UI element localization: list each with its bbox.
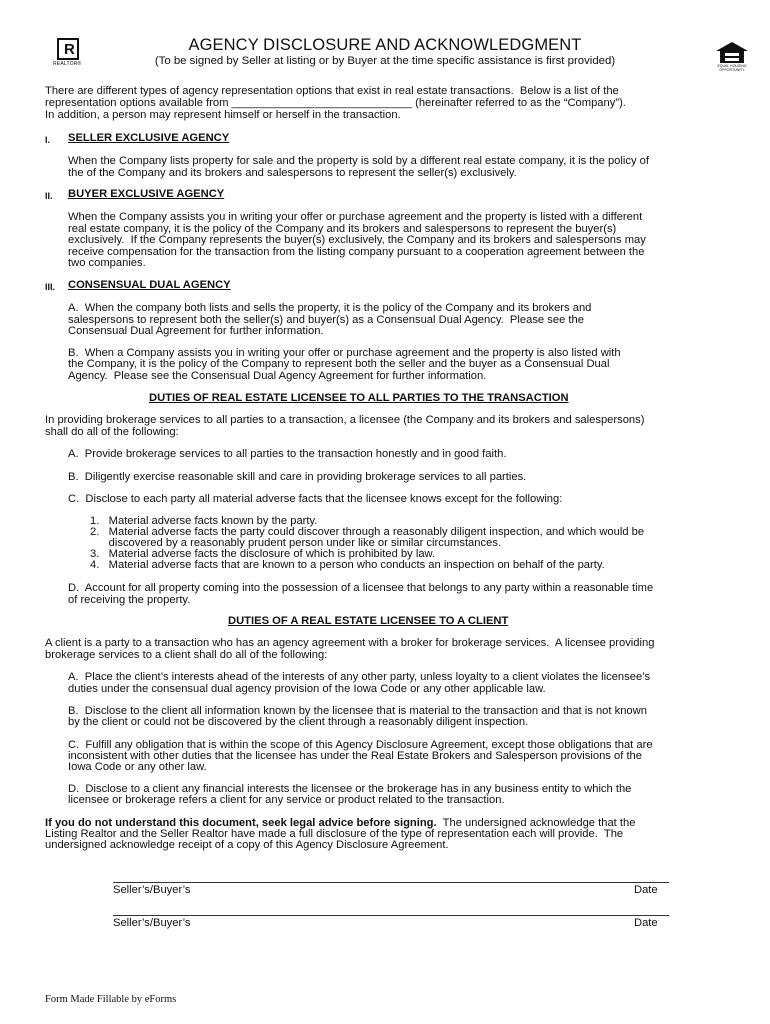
section-text: A. When the company both lists and sells the property, it is the policy of the Company and its brokers and: [68, 302, 592, 314]
duties-all-intro: shall do all of the following:: [45, 426, 179, 438]
section-text: exclusively. If the Company represents the buyer(s) exclusively, the Company and its brokers and salespersons may: [68, 234, 646, 246]
signature-label: Seller’s/Buyer’s: [113, 884, 191, 896]
client-duty-item: A. Place the client’s interests ahead of the interests of any other party, unless loyalty to a client violates the licensee’s: [68, 671, 651, 683]
duty-item: of receiving the property.: [68, 594, 191, 606]
section-heading: BUYER EXCLUSIVE AGENCY: [68, 188, 225, 200]
footer-text: Form Made Fillable by eForms: [45, 994, 177, 1005]
intro-line: In addition, a person may represent himself or herself in the transaction.: [45, 109, 401, 121]
section-text: two companies.: [68, 257, 146, 269]
signature-line[interactable]: [113, 882, 669, 883]
closing-text: The undersigned acknowledge that the: [436, 817, 636, 829]
duty-subitem: discovered by a reasonably prudent person under like or similar circumstances.: [90, 537, 502, 549]
client-duty-item: C. Fulfill any obligation that is within the scope of this Agency Disclosure Agreement, except those obligations that are: [68, 739, 653, 751]
equal-housing-icon: EQUAL HOUSING OPPORTUNITY: [712, 40, 752, 74]
duty-item: A. Provide brokerage services to all parties to the transaction honestly and in good faith.: [68, 448, 507, 460]
date-label: Date: [634, 884, 658, 896]
section-text: B. When a Company assists you in writing your offer or purchase agreement and the property is also listed with: [68, 347, 621, 359]
client-duty-item: licensee or brokerage refers a client for any service or product related to the transaction.: [68, 794, 505, 806]
signature-label: Seller’s/Buyer’s: [113, 917, 191, 929]
intro-line: representation options available from _____________________________ (hereinafter referred to as the “Company”).: [45, 97, 626, 109]
duties-all-intro: In providing brokerage services to all parties to a transaction, a licensee (the Company and its brokers and salespersons): [45, 414, 645, 426]
client-duty-item: Iowa Code or any other law.: [68, 761, 207, 773]
section-text: receive compensation for the transaction from the listing company pursuant to a cooperation agreement between the: [68, 246, 645, 258]
client-duty-item: B. Disclose to the client all information known by the licensee that is material to the transaction and that is not known: [68, 705, 647, 717]
section-text: When the Company assists you in writing your offer or purchase agreement and the property is listed with a different: [68, 211, 643, 223]
duty-item: D. Account for all property coming into the possession of a licensee that belongs to any party within a reasonable time: [68, 582, 654, 594]
section-text: When the Company lists property for sale and the property is sold by a different real estate company, it is the policy of: [68, 155, 650, 167]
duties-all-heading: DUTIES OF REAL ESTATE LICENSEE TO ALL PARTIES TO THE TRANSACTION: [149, 392, 569, 404]
duty-subitem: 1. Material adverse facts known by the party.: [90, 515, 318, 527]
section-text: Agency. Please see the Consensual Dual Agency Agreement for further information.: [68, 370, 487, 382]
section-text: the of the Company and its brokers and salespersons to represent the seller(s) exclusively.: [68, 167, 517, 179]
duties-client-heading: DUTIES OF A REAL ESTATE LICENSEE TO A CLIENT: [228, 615, 509, 627]
date-label: Date: [634, 917, 658, 929]
page-title: AGENCY DISCLOSURE AND ACKNOWLEDGMENT: [188, 36, 582, 54]
client-duty-item: D. Disclose to a client any financial interests the licensee or the brokerage has in any business entity to which the: [68, 783, 632, 795]
section-text: Consensual Dual Agreement for further information.: [68, 325, 324, 337]
section-heading: SELLER EXCLUSIVE AGENCY: [68, 132, 230, 144]
signature-line[interactable]: [113, 915, 669, 916]
section-numeral: I.: [45, 135, 51, 145]
section-text: real estate company, it is the policy of the Company and its brokers and salespersons to represent the buyer(s): [68, 223, 617, 235]
client-duty-item: inconsistent with other duties that the licensee has under the Real Estate Brokers and Salesperson provisions of the: [68, 750, 643, 762]
section-text: salespersons to represent both the seller(s) and buyer(s) as a Consensual Dual Agency. Please see the: [68, 314, 584, 326]
closing-line: undersigned acknowledge receipt of a copy of this Agency Disclosure Agreement.: [45, 839, 449, 851]
section-heading: CONSENSUAL DUAL AGENCY: [68, 279, 231, 291]
section-numeral: II.: [45, 191, 53, 201]
duty-item: B. Diligently exercise reasonable skill and care in providing brokerage services to all parties.: [68, 471, 527, 483]
client-duty-item: by the client or could not be discovered by the client through a reasonably diligent inspection.: [68, 716, 529, 728]
client-duty-item: duties under the consensual dual agency provision of the Iowa Code or any other applicable law.: [68, 683, 546, 695]
realtor-logo-icon: R REALTOR®: [49, 36, 85, 70]
section-text: the Company, it is the policy of the Company to represent both the seller and the buyer as a Consensual Dual: [68, 358, 610, 370]
intro-line: There are different types of agency representation options that exist in real estate transactions. Below is a list of the: [45, 85, 619, 97]
closing-warning: If you do not understand this document, seek legal advice before signing.: [45, 817, 437, 829]
duty-item: C. Disclose to each party all material adverse facts that the licensee knows except for the following:: [68, 493, 563, 505]
duties-client-intro: A client is a party to a transaction who has an agency agreement with a broker for brokerage services. A licensee providing: [45, 637, 655, 649]
duty-subitem: 3. Material adverse facts the disclosure of which is prohibited by law.: [90, 548, 436, 560]
closing-line: Listing Realtor and the Seller Realtor have made a full disclosure of the type of representation each will provide. The: [45, 828, 624, 840]
duty-subitem: 2. Material adverse facts the party could discover through a reasonably diligent inspection, and which would be: [90, 526, 645, 538]
duty-subitem: 4. Material adverse facts that are known to a person who conducts an inspection on behalf of the party.: [90, 559, 605, 571]
page-subtitle: (To be signed by Seller at listing or by Buyer at the time specific assistance is first provided): [154, 55, 616, 67]
section-numeral: III.: [45, 282, 56, 292]
duties-client-intro: brokerage services to a client shall do all of the following:: [45, 649, 328, 661]
